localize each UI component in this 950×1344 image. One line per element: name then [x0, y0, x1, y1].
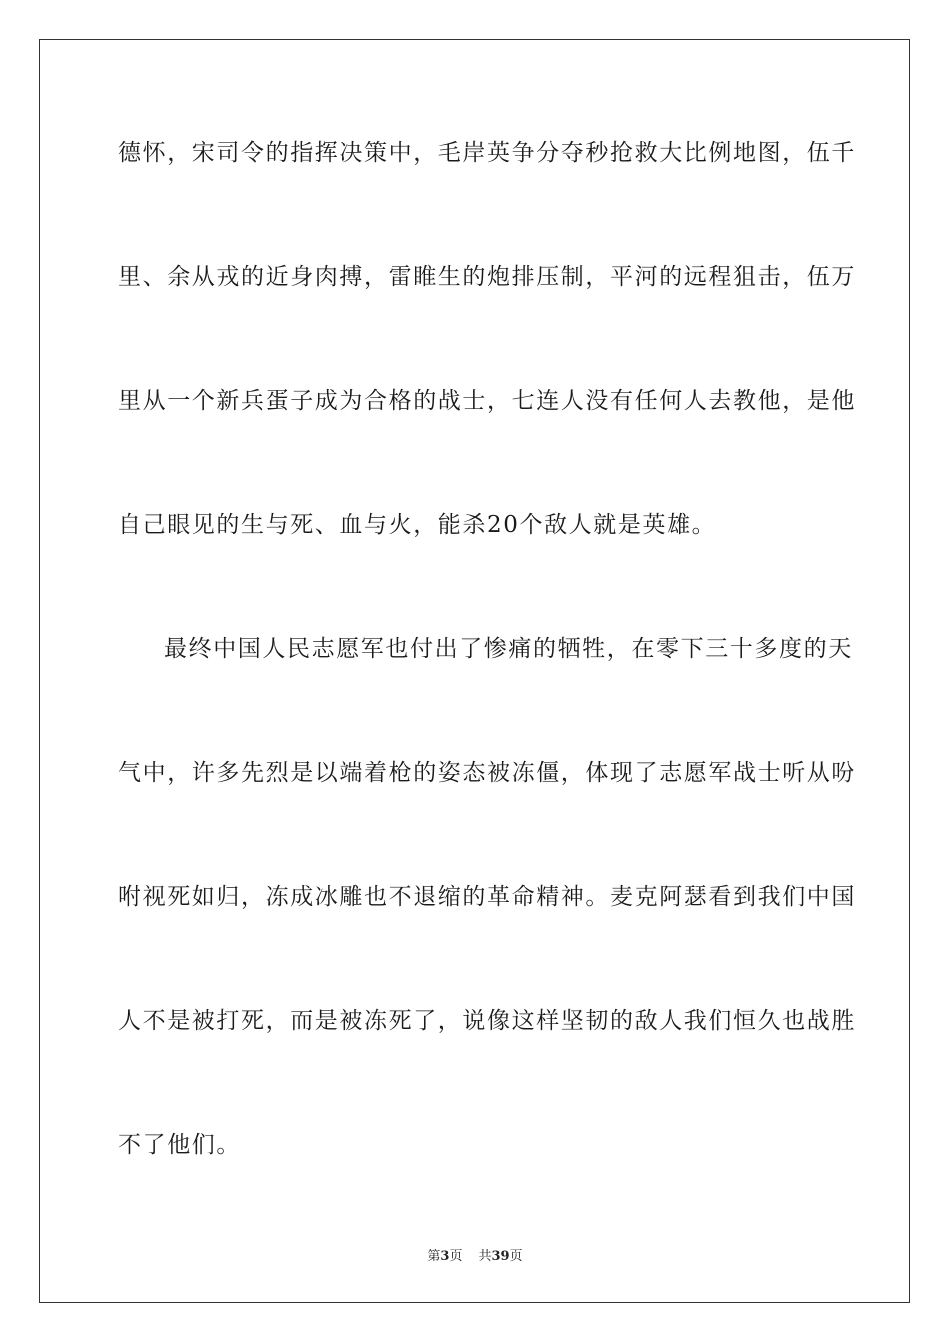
- body-line-8: 人不是被打死，而是被冻死了，说像这样坚韧的敌人我们恒久也战胜: [118, 1008, 856, 1034]
- body-line-6: 气中，许多先烈是以端着枪的姿态被冻僵，体现了志愿军战士听从吩: [118, 760, 856, 786]
- total-prefix: 共: [478, 1249, 492, 1264]
- page-suffix: 页: [449, 1249, 463, 1264]
- body-line-2: 里、余从戎的近身肉搏，雷睢生的炮排压制，平河的远程狙击，伍万: [118, 264, 856, 290]
- page-number: 3: [440, 1249, 450, 1264]
- page-border: [39, 39, 910, 1303]
- total-suffix: 页: [509, 1249, 523, 1264]
- page-footer: [0, 1248, 950, 1266]
- body-line-7: 咐视死如归，冻成冰雕也不退缩的革命精神。麦克阿瑟看到我们中国: [118, 884, 856, 910]
- body-line-1: 德怀，宋司令的指挥决策中，毛岸英争分夺秒抢救大比例地图，伍千: [118, 140, 856, 166]
- total-pages: 39: [491, 1249, 510, 1264]
- body-line-3: 里从一个新兵蛋子成为合格的战士，七连人没有任何人去教他，是他: [118, 388, 856, 414]
- body-line-4: 自己眼见的生与死、血与火，能杀20个敌人就是英雄。: [118, 512, 717, 538]
- body-line-5: 最终中国人民志愿军也付出了惨痛的牺牲，在零下三十多度的天: [164, 636, 853, 662]
- page-prefix: 第: [427, 1249, 441, 1264]
- body-line-9: 不了他们。: [118, 1132, 241, 1158]
